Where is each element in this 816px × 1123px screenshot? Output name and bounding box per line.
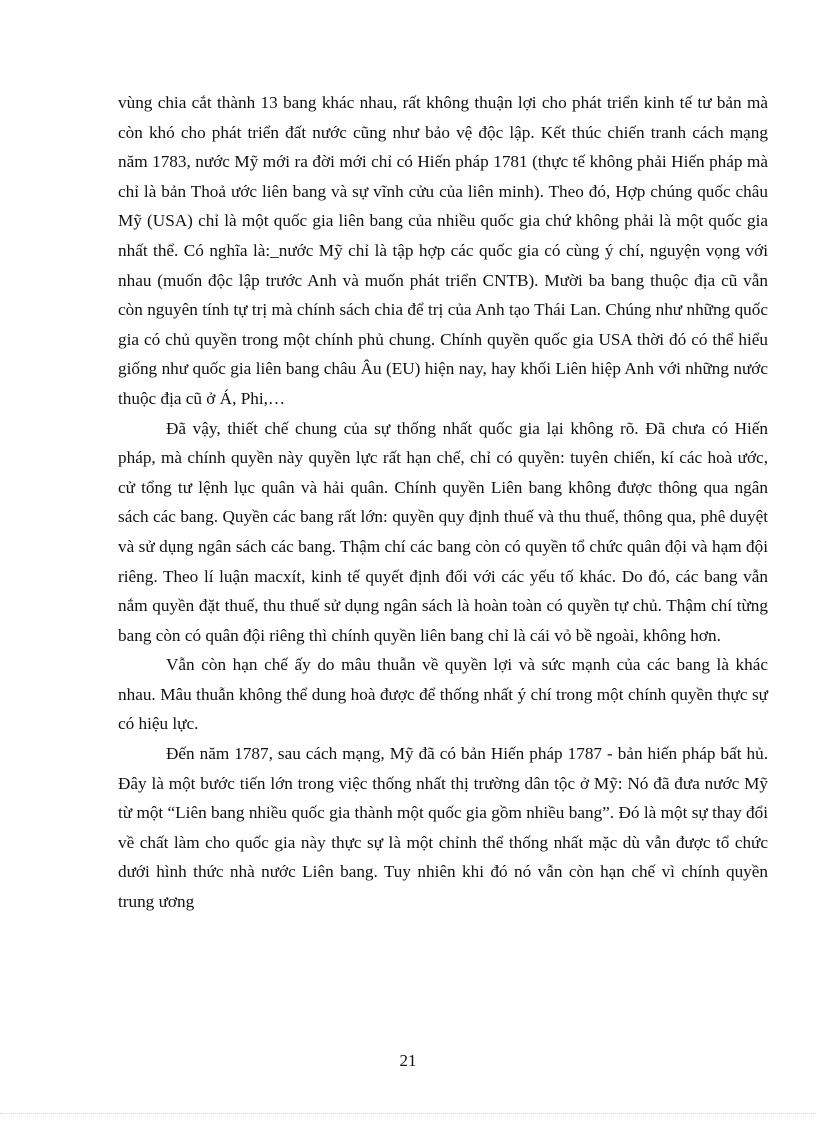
paragraph-3: Vẫn còn hạn chế ấy do mâu thuẫn về quyền lợi và sức mạnh của các bang là khác nhau. Mâu thuẫn không thể dung hoà được để thống nhất ý chí trong một chính quyền thực sự có hiệu lực. [118, 655, 768, 734]
page-bottom-divider [0, 1113, 816, 1114]
paragraph-4: Đến năm 1787, sau cách mạng, Mỹ đã có bản Hiến pháp 1787 - bản hiến pháp bất hủ. Đây là một bước tiến lớn trong việc thống nhất thị trường dân tộc ở Mỹ: Nó đã đưa nước Mỹ từ một “Liên bang nhiều quốc gia thành một quốc gia gồm nhiều bang”. Đó là một sự thay đổi về chất làm cho quốc gia này thực sự là một chỉnh thể thống nhất mặc dù vẫn được tổ chức dưới hình thức nhà nước Liên bang. Tuy nhiên khi đó nó vẫn còn hạn chế vì chính quyền trung ương [118, 744, 768, 912]
page-number: 21 [399, 1051, 417, 1070]
body-text [118, 88, 768, 917]
paragraph-1: vùng chia cắt thành 13 bang khác nhau, rất không thuận lợi cho phát triển kinh tế tư bản mà còn khó cho phát triển đất nước cũng như bảo vệ độc lập. Kết thúc chiến tranh cách mạng năm 1783, nước Mỹ mới ra đời mới chỉ có Hiến pháp 1781 (thực tế không phải Hiến pháp mà chỉ là bản Thoả ước liên bang và sự vĩnh cửu của liên minh). Theo đó, Hợp chúng quốc châu Mỹ (USA) chỉ là một quốc gia liên bang của nhiều quốc gia chứ không phải là một quốc gia nhất thể. Có nghĩa là:_nước Mỹ chỉ là tập hợp các quốc gia có cùng ý chí, nguyện vọng với nhau (muốn độc lập trước Anh và muốn phát triển CNTB). Mười ba bang thuộc địa cũ vẫn còn nguyên tính tự trị mà chính sách chia để trị của Anh tạo Thái Lan. Chúng như những quốc gia có chủ quyền trong một chính phủ chung. Chính quyền quốc gia USA thời đó có thể hiểu giống như quốc gia liên bang châu Âu (EU) hiện nay, hay khối Liên hiệp Anh với những nước thuộc địa cũ ở Á, Phi,… [118, 93, 768, 408]
paragraph-2: Đã vậy, thiết chế chung của sự thống nhất quốc gia lại không rõ. Đã chưa có Hiến pháp, mà chính quyền này quyền lực rất hạn chế, chỉ có quyền: tuyên chiến, kí các hoà ước, cử tổng tư lệnh lục quân và hải quân. Chính quyền Liên bang không được thông qua ngân sách các bang. Quyền các bang rất lớn: quyền quy định thuế và thu thuế, thông qua, phê duyệt và sử dụng ngân sách các bang. Thậm chí các bang còn có quyền tổ chức quân đội và hạm đội riêng. Theo lí luận macxít, kinh tế quyết định đối với các yếu tố khác. Do đó, các bang vẫn nắm quyền đặt thuế, thu thuế sử dụng ngân sách là hoàn toàn có quyền tự chủ. Thậm chí từng bang còn có quân đội riêng thì chính quyền liên bang chỉ là cái vỏ bề ngoài, không hơn. [118, 418, 768, 645]
